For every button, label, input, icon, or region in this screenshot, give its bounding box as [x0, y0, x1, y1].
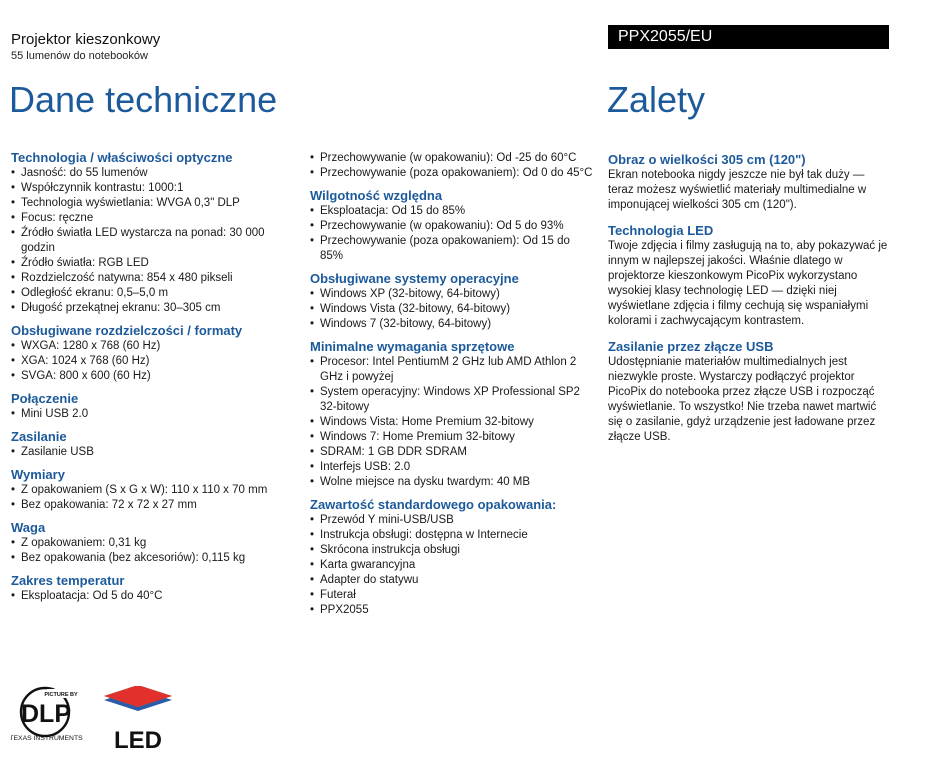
- product-title: Projektor kieszonkowy: [11, 31, 161, 48]
- advantage-block: [608, 223, 893, 329]
- spec-item: • Z opakowaniem: 0,31 kg: [11, 536, 301, 551]
- spec-list: [11, 166, 301, 316]
- advantages-title: Zalety: [607, 79, 706, 120]
- spec-item: • Windows 7: Home Premium 32-bitowy: [310, 430, 595, 445]
- spec-item: • Eksploatacja: Od 5 do 40°C: [11, 589, 301, 604]
- spec-section-title: Wilgotność względna: [310, 188, 443, 203]
- spec-item: • Z opakowaniem (S x G x W): 110 x 110 x 70 mm: [11, 483, 301, 498]
- spec-section: [310, 188, 595, 264]
- spec-section: [310, 151, 595, 181]
- spec-item: • SVGA: 800 x 600 (60 Hz): [11, 369, 301, 384]
- spec-list: [11, 589, 301, 604]
- spec-item: • Mini USB 2.0: [11, 407, 301, 422]
- logos: [11, 686, 181, 756]
- spec-item: • Przechowywanie (poza opakowaniem): Od 15 do 85%: [310, 234, 595, 264]
- spec-section-title: Minimalne wymagania sprzętowe: [310, 339, 515, 354]
- spec-section-title: Zasilanie: [11, 429, 67, 444]
- spec-item: • Skrócona instrukcja obsługi: [310, 543, 595, 558]
- spec-item: • Windows XP (32-bitowy, 64-bitowy): [310, 287, 595, 302]
- spec-section: [11, 520, 301, 566]
- spec-section: [310, 271, 595, 332]
- spec-item: • Odległość ekranu: 0,5–5,0 m: [11, 286, 301, 301]
- advantage-text: Udostępnianie materiałów multimedialnych jest niezwykle proste. Wystarczy podłączyć projektor PicoPix do notebooka przez złącze USB i rozpocząć wyświetlanie. To wszystko! Nie trzeba nawet martwić się o zasilanie, gdyż urządzenie jest ładowane przez złącze USB.: [608, 356, 877, 443]
- spec-item: • Futerał: [310, 588, 595, 603]
- spec-item: • System operacyjny: Windows XP Professional SP2 32-bitowy: [310, 385, 595, 415]
- spec-list: [310, 287, 595, 332]
- spec-item: • Procesor: Intel PentiumM 2 GHz lub AMD Athlon 2 GHz i powyżej: [310, 355, 595, 385]
- spec-item: • Przewód Y mini-USB/USB: [310, 513, 595, 528]
- spec-item: • Źródło światła LED wystarcza na ponad: 30 000 godzin: [11, 226, 301, 256]
- spec-item: • SDRAM: 1 GB DDR SDRAM: [310, 445, 595, 460]
- spec-section: [11, 467, 301, 513]
- dlp-logo-main: DLP: [21, 700, 71, 728]
- spec-section-title: Obsługiwane systemy operacyjne: [310, 271, 519, 286]
- spec-item: • Windows Vista: Home Premium 32-bitowy: [310, 415, 595, 430]
- spec-list: [310, 513, 595, 618]
- spec-item: • Zasilanie USB: [11, 445, 301, 460]
- spec-section-title: Obsługiwane rozdzielczości / formaty: [11, 323, 243, 338]
- spec-section-title: Technologia / właściwości optyczne: [11, 150, 233, 165]
- spec-section: [11, 573, 301, 604]
- spec-section-title: Zakres temperatur: [11, 573, 125, 588]
- spec-item: • Bez opakowania: 72 x 72 x 27 mm: [11, 498, 301, 513]
- spec-section: [310, 339, 595, 490]
- advantage-block: [608, 339, 893, 445]
- spec-item: • Rozdzielczość natywna: 854 x 480 pikseli: [11, 271, 301, 286]
- spec-item: • Przechowywanie (poza opakowaniem): Od 0 do 45°C: [310, 166, 595, 181]
- spec-item: • Bez opakowania (bez akcesoriów): 0,115 kg: [11, 551, 301, 566]
- spec-section: [11, 429, 301, 460]
- spec-item: • PPX2055: [310, 603, 595, 618]
- spec-section: [11, 323, 301, 384]
- spec-list: [11, 445, 301, 460]
- spec-item: • Interfejs USB: 2.0: [310, 460, 595, 475]
- spec-item: • Jasność: do 55 lumenów: [11, 166, 301, 181]
- spec-item: • Współczynnik kontrastu: 1000:1: [11, 181, 301, 196]
- product-header: [11, 31, 160, 63]
- spec-list: [310, 151, 595, 181]
- advantage-text: Ekran notebooka nigdy jeszcze nie był tak duży — teraz możesz wyświetlić materiały multimedialne w imponującej wielkości 305 cm (120").: [608, 169, 867, 211]
- spec-section: [11, 150, 301, 316]
- spec-item: • Długość przekątnej ekranu: 30–305 cm: [11, 301, 301, 316]
- dlp-logo-top: PICTURE BY: [44, 692, 78, 698]
- specs-title: Dane techniczne: [9, 79, 278, 120]
- advantage-title: Obraz o wielkości 305 cm (120"): [608, 152, 806, 167]
- advantage-title: Technologia LED: [608, 223, 714, 238]
- spec-item: • Focus: ręczne: [11, 211, 301, 226]
- spec-list: [11, 536, 301, 566]
- specs-column-2: [310, 151, 595, 625]
- spec-item: • Technologia wyświetlania: WVGA 0,3" DLP: [11, 196, 301, 211]
- advantages-column: [608, 152, 893, 455]
- spec-item: • Adapter do statywu: [310, 573, 595, 588]
- model-badge: PPX2055/EU: [608, 25, 889, 49]
- specs-column-1: [11, 150, 301, 611]
- spec-item: • Windows Vista (32-bitowy, 64-bitowy): [310, 302, 595, 317]
- spec-item: • Źródło światła: RGB LED: [11, 256, 301, 271]
- spec-section: [11, 391, 301, 422]
- spec-list: [310, 204, 595, 264]
- product-subtitle: 55 lumenów do notebooków: [11, 50, 148, 62]
- spec-section-title: Waga: [11, 520, 46, 535]
- spec-section-title: Wymiary: [11, 467, 65, 482]
- spec-item: • Wolne miejsce na dysku twardym: 40 MB: [310, 475, 595, 490]
- spec-item: • Eksploatacja: Od 15 do 85%: [310, 204, 595, 219]
- spec-list: [11, 407, 301, 422]
- advantage-block: [608, 152, 893, 213]
- spec-section-title: Zawartość standardowego opakowania:: [310, 497, 557, 512]
- spec-item: • WXGA: 1280 x 768 (60 Hz): [11, 339, 301, 354]
- spec-list: [11, 483, 301, 513]
- spec-item: • Karta gwarancyjna: [310, 558, 595, 573]
- spec-section-title: Połączenie: [11, 391, 79, 406]
- spec-item: • XGA: 1024 x 768 (60 Hz): [11, 354, 301, 369]
- spec-list: [310, 355, 595, 490]
- spec-item: • Przechowywanie (w opakowaniu): Od 5 do 93%: [310, 219, 595, 234]
- advantage-text: Twoje zdjęcia i filmy zasługują na to, aby pokazywać je innym w najlepszej jakości. Właśnie dlatego w projektorze kieszonkowym PicoPix wykorzystano wysokiej klasy technologię LED — dzięki niej wyświetlane zdjęcia i filmy cechują się wspaniałymi kolorami i zachwycającym kontrastem.: [608, 240, 888, 327]
- led-logo: [100, 686, 176, 754]
- spec-section: [310, 497, 595, 618]
- spec-item: • Przechowywanie (w opakowaniu): Od -25 do 60°C: [310, 151, 595, 166]
- spec-item: • Instrukcja obsługi: dostępna w Internecie: [310, 528, 595, 543]
- led-logo-text: LED: [114, 727, 162, 754]
- advantage-title: Zasilanie przez złącze USB: [608, 339, 774, 354]
- spec-list: [11, 339, 301, 384]
- spec-item: • Windows 7 (32-bitowy, 64-bitowy): [310, 317, 595, 332]
- dlp-logo-bottom: TEXAS INSTRUMENTS: [11, 735, 83, 742]
